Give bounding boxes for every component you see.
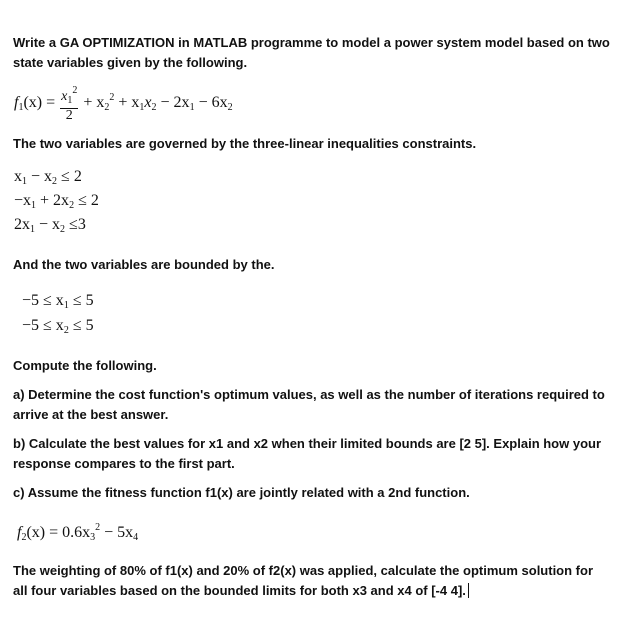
constraints-intro: The two variables are governed by the three-linear inequalities constraints. bbox=[13, 136, 477, 151]
part-a: a) Determine the cost function's optimum values, as well as the number of iterations required to arrive at the best answer. bbox=[13, 387, 605, 422]
bound-x1: $-5 \le x_1 \le 5$ bbox=[22, 292, 94, 311]
constraint-1: $x_1 - x_2 \le 2$ bbox=[14, 168, 82, 187]
bound-x2: $-5 \le x_2 \le 5$ bbox=[22, 317, 94, 336]
compute-intro: Compute the following. bbox=[13, 358, 157, 373]
part-c: c) Assume the fitness function f1(x) are jointly related with a 2nd function. bbox=[13, 485, 470, 500]
bounds-intro: And the two variables are bounded by the. bbox=[13, 257, 275, 272]
part-b: b) Calculate the best values for x1 and x2 when their limited bounds are [2 5]. Explain how your response compares to the first part. bbox=[13, 436, 602, 471]
constraint-2: $-x_1 + 2x_2 \le 2$ bbox=[14, 192, 99, 211]
f2-equation: $f_2(x) = 0.6x_3^2 - 5x_4$ bbox=[17, 522, 139, 543]
constraint-3: $2x_1 - x_2 \le 3$ bbox=[14, 216, 86, 235]
f1-equation: $f_1(x)$ = $\frac{x_1^2}{2}$ + $x_2^2 + x_1x_2 - 2x_1 - 6x_2$ bbox=[14, 85, 233, 123]
f1-fraction: $\frac{x_1^2}{2}$ bbox=[61, 85, 78, 123]
text-caret bbox=[468, 583, 469, 598]
final-paragraph: The weighting of 80% of f1(x) and 20% of f2(x) was applied, calculate the optimum solution for all four variables based on the bounded limits for both x3 and x4 of [-4 4]. bbox=[13, 563, 594, 598]
intro-paragraph: Write a GA OPTIMIZATION in MATLAB programme to model a power system model based on two state variables given by the following. bbox=[13, 35, 610, 70]
